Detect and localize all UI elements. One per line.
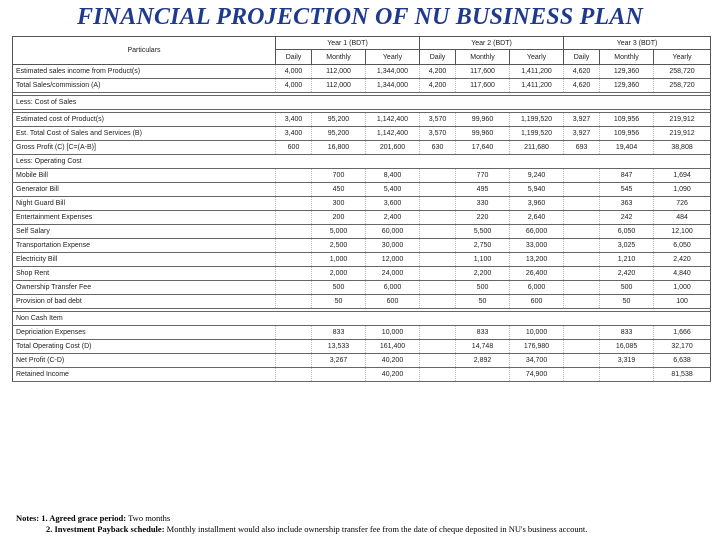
row-label: Estimated cost of Product(s) — [13, 113, 276, 127]
row-label: Self Salary — [13, 225, 276, 239]
note-1-label: 1. Agreed grace period: — [41, 513, 127, 523]
section-label: Non Cash Item — [13, 312, 711, 326]
value-cell — [420, 239, 456, 253]
value-cell: 176,980 — [510, 340, 564, 354]
note-2-text: Monthly installment would also include ownership transfer fee from the date of cheque deposited in NU's business account. — [166, 524, 588, 534]
value-cell: 4,620 — [564, 65, 600, 79]
value-cell — [276, 326, 312, 340]
value-cell: 242 — [600, 211, 654, 225]
value-cell — [276, 368, 312, 382]
value-cell: 2,892 — [456, 354, 510, 368]
value-cell: 112,000 — [312, 79, 366, 93]
table-row — [13, 113, 711, 127]
value-cell — [564, 169, 600, 183]
value-cell — [420, 169, 456, 183]
value-cell: 5,500 — [456, 225, 510, 239]
value-cell: 100 — [654, 295, 711, 309]
value-cell — [312, 368, 366, 382]
row-label: Shop Rent — [13, 267, 276, 281]
value-cell: 4,620 — [564, 79, 600, 93]
value-cell: 500 — [456, 281, 510, 295]
table-row — [13, 211, 711, 225]
value-cell: 1,344,000 — [366, 65, 420, 79]
value-cell: 600 — [366, 295, 420, 309]
value-cell: 1,000 — [654, 281, 711, 295]
table-row — [13, 267, 711, 281]
value-cell: 2,750 — [456, 239, 510, 253]
value-cell — [420, 340, 456, 354]
section-label: Less: Cost of Sales — [13, 96, 711, 110]
value-cell: 1,344,000 — [366, 79, 420, 93]
value-cell — [420, 267, 456, 281]
value-cell — [564, 225, 600, 239]
value-cell — [456, 368, 510, 382]
value-cell: 1,666 — [654, 326, 711, 340]
financial-projection-table — [12, 36, 711, 382]
table-row — [13, 183, 711, 197]
year-3-header: Year 3 (BDT) — [564, 37, 711, 50]
value-cell: 700 — [312, 169, 366, 183]
value-cell: 50 — [600, 295, 654, 309]
table-row — [13, 141, 711, 155]
value-cell: 258,720 — [654, 65, 711, 79]
value-cell: 500 — [312, 281, 366, 295]
value-cell: 726 — [654, 197, 711, 211]
value-cell: 14,748 — [456, 340, 510, 354]
value-cell: 26,400 — [510, 267, 564, 281]
yearly-header: Yearly — [510, 50, 564, 65]
value-cell: 30,000 — [366, 239, 420, 253]
value-cell — [420, 354, 456, 368]
table-row — [13, 79, 711, 93]
value-cell: 450 — [312, 183, 366, 197]
table-row — [13, 340, 711, 354]
value-cell — [276, 340, 312, 354]
value-cell: 66,000 — [510, 225, 564, 239]
row-label: Est. Total Cost of Sales and Services (B) — [13, 127, 276, 141]
value-cell: 129,360 — [600, 65, 654, 79]
value-cell: 50 — [456, 295, 510, 309]
row-label: Night Guard Bill — [13, 197, 276, 211]
value-cell: 220 — [456, 211, 510, 225]
value-cell: 81,538 — [654, 368, 711, 382]
table-row — [13, 127, 711, 141]
value-cell: 16,085 — [600, 340, 654, 354]
table-row — [13, 326, 711, 340]
yearly-header: Yearly — [366, 50, 420, 65]
value-cell — [420, 281, 456, 295]
value-cell: 10,000 — [510, 326, 564, 340]
value-cell — [420, 295, 456, 309]
value-cell: 4,000 — [276, 79, 312, 93]
value-cell: 12,100 — [654, 225, 711, 239]
value-cell — [564, 368, 600, 382]
note-1 — [16, 513, 587, 524]
value-cell: 8,400 — [366, 169, 420, 183]
value-cell — [420, 253, 456, 267]
value-cell — [276, 211, 312, 225]
value-cell: 300 — [312, 197, 366, 211]
note-2-label: 2. Investment Payback schedule: — [46, 524, 165, 534]
value-cell: 1,142,400 — [366, 113, 420, 127]
value-cell: 4,840 — [654, 267, 711, 281]
value-cell: 9,240 — [510, 169, 564, 183]
value-cell: 219,912 — [654, 127, 711, 141]
year-2-header: Year 2 (BDT) — [420, 37, 564, 50]
row-label: Ownership Transfer Fee — [13, 281, 276, 295]
value-cell — [276, 197, 312, 211]
value-cell: 600 — [510, 295, 564, 309]
value-cell: 1,411,200 — [510, 79, 564, 93]
value-cell: 500 — [600, 281, 654, 295]
value-cell — [564, 354, 600, 368]
value-cell: 2,500 — [312, 239, 366, 253]
table-row — [13, 169, 711, 183]
table-row — [13, 368, 711, 382]
value-cell: 363 — [600, 197, 654, 211]
year-1-header: Year 1 (BDT) — [276, 37, 420, 50]
value-cell: 693 — [564, 141, 600, 155]
monthly-header: Monthly — [312, 50, 366, 65]
value-cell — [276, 295, 312, 309]
value-cell — [564, 295, 600, 309]
row-label: Estimated sales income from Product(s) — [13, 65, 276, 79]
value-cell: 3,400 — [276, 113, 312, 127]
value-cell: 201,600 — [366, 141, 420, 155]
value-cell: 2,000 — [312, 267, 366, 281]
value-cell: 3,400 — [276, 127, 312, 141]
value-cell: 40,200 — [366, 368, 420, 382]
value-cell: 33,000 — [510, 239, 564, 253]
value-cell: 95,200 — [312, 113, 366, 127]
value-cell — [420, 183, 456, 197]
value-cell: 4,000 — [276, 65, 312, 79]
value-cell: 99,960 — [456, 127, 510, 141]
value-cell: 1,100 — [456, 253, 510, 267]
row-label: Provision of bad debt — [13, 295, 276, 309]
table-row — [13, 65, 711, 79]
value-cell: 5,000 — [312, 225, 366, 239]
row-label: Electricity Bill — [13, 253, 276, 267]
daily-header: Daily — [276, 50, 312, 65]
section-label: Less: Operating Cost — [13, 155, 711, 169]
value-cell: 109,956 — [600, 127, 654, 141]
value-cell: 770 — [456, 169, 510, 183]
value-cell: 2,200 — [456, 267, 510, 281]
value-cell: 5,940 — [510, 183, 564, 197]
yearly-header: Yearly — [654, 50, 711, 65]
value-cell: 112,000 — [312, 65, 366, 79]
value-cell: 1,199,520 — [510, 127, 564, 141]
page-title: FINANCIAL PROJECTION OF NU BUSINESS PLAN — [76, 4, 644, 30]
value-cell: 50 — [312, 295, 366, 309]
value-cell: 13,200 — [510, 253, 564, 267]
value-cell — [564, 281, 600, 295]
row-label: Total Operating Cost (D) — [13, 340, 276, 354]
value-cell: 38,808 — [654, 141, 711, 155]
note-1-text: Two months — [128, 513, 171, 523]
row-label: Total Sales/commission (A) — [13, 79, 276, 93]
value-cell — [600, 368, 654, 382]
value-cell — [420, 326, 456, 340]
value-cell: 10,000 — [366, 326, 420, 340]
row-label: Generator Bill — [13, 183, 276, 197]
value-cell: 129,360 — [600, 79, 654, 93]
value-cell — [564, 267, 600, 281]
value-cell: 600 — [276, 141, 312, 155]
value-cell: 1,210 — [600, 253, 654, 267]
value-cell: 4,200 — [420, 65, 456, 79]
notes-heading: Notes: — [16, 513, 40, 523]
value-cell: 74,900 — [510, 368, 564, 382]
value-cell: 161,400 — [366, 340, 420, 354]
monthly-header: Monthly — [600, 50, 654, 65]
row-label: Transportation Expense — [13, 239, 276, 253]
value-cell: 219,912 — [654, 113, 711, 127]
value-cell — [420, 368, 456, 382]
value-cell: 200 — [312, 211, 366, 225]
value-cell: 1,090 — [654, 183, 711, 197]
value-cell: 1,000 — [312, 253, 366, 267]
value-cell: 6,638 — [654, 354, 711, 368]
value-cell: 2,420 — [654, 253, 711, 267]
notes-block — [16, 513, 587, 535]
daily-header: Daily — [420, 50, 456, 65]
value-cell: 847 — [600, 169, 654, 183]
table-row — [13, 197, 711, 211]
value-cell: 3,570 — [420, 127, 456, 141]
value-cell — [276, 239, 312, 253]
value-cell — [420, 211, 456, 225]
value-cell: 495 — [456, 183, 510, 197]
value-cell: 5,400 — [366, 183, 420, 197]
value-cell: 258,720 — [654, 79, 711, 93]
section-row — [13, 96, 711, 110]
value-cell: 17,640 — [456, 141, 510, 155]
monthly-header: Monthly — [456, 50, 510, 65]
value-cell: 1,411,200 — [510, 65, 564, 79]
table-row — [13, 281, 711, 295]
value-cell: 19,404 — [600, 141, 654, 155]
value-cell — [276, 281, 312, 295]
daily-header: Daily — [564, 50, 600, 65]
value-cell: 833 — [600, 326, 654, 340]
year-header-row — [13, 37, 711, 50]
value-cell: 3,927 — [564, 113, 600, 127]
value-cell — [420, 197, 456, 211]
value-cell: 2,420 — [600, 267, 654, 281]
value-cell: 4,200 — [420, 79, 456, 93]
row-label: Net Profit (C-D) — [13, 354, 276, 368]
value-cell: 833 — [456, 326, 510, 340]
value-cell — [420, 225, 456, 239]
value-cell: 6,000 — [366, 281, 420, 295]
value-cell: 2,400 — [366, 211, 420, 225]
value-cell — [276, 225, 312, 239]
value-cell: 6,000 — [510, 281, 564, 295]
value-cell — [564, 253, 600, 267]
value-cell — [564, 183, 600, 197]
value-cell: 2,640 — [510, 211, 564, 225]
value-cell: 3,960 — [510, 197, 564, 211]
value-cell: 34,700 — [510, 354, 564, 368]
value-cell: 3,600 — [366, 197, 420, 211]
table-row — [13, 295, 711, 309]
value-cell: 1,142,400 — [366, 127, 420, 141]
section-row — [13, 312, 711, 326]
row-label: Entertainment Expenses — [13, 211, 276, 225]
value-cell — [276, 267, 312, 281]
table-row — [13, 253, 711, 267]
value-cell — [564, 211, 600, 225]
value-cell: 12,000 — [366, 253, 420, 267]
section-row — [13, 155, 711, 169]
value-cell: 833 — [312, 326, 366, 340]
row-label: Retained Income — [13, 368, 276, 382]
value-cell: 3,570 — [420, 113, 456, 127]
value-cell: 16,800 — [312, 141, 366, 155]
value-cell — [276, 183, 312, 197]
value-cell: 1,694 — [654, 169, 711, 183]
row-label: Mobile Bill — [13, 169, 276, 183]
value-cell — [564, 197, 600, 211]
value-cell: 1,199,520 — [510, 113, 564, 127]
value-cell: 545 — [600, 183, 654, 197]
value-cell — [564, 239, 600, 253]
value-cell: 484 — [654, 211, 711, 225]
value-cell: 32,170 — [654, 340, 711, 354]
value-cell: 6,050 — [654, 239, 711, 253]
value-cell: 13,533 — [312, 340, 366, 354]
table-row — [13, 225, 711, 239]
value-cell: 95,200 — [312, 127, 366, 141]
value-cell — [276, 354, 312, 368]
note-2 — [16, 524, 587, 535]
row-label: Depriciation Expenses — [13, 326, 276, 340]
value-cell: 330 — [456, 197, 510, 211]
value-cell: 6,050 — [600, 225, 654, 239]
value-cell: 630 — [420, 141, 456, 155]
value-cell: 117,600 — [456, 65, 510, 79]
value-cell: 3,927 — [564, 127, 600, 141]
value-cell — [276, 169, 312, 183]
value-cell: 24,000 — [366, 267, 420, 281]
row-label: Gross Profit (C) [C=(A-B)] — [13, 141, 276, 155]
value-cell: 3,025 — [600, 239, 654, 253]
value-cell: 3,267 — [312, 354, 366, 368]
value-cell: 60,000 — [366, 225, 420, 239]
table-body — [13, 65, 711, 382]
value-cell — [564, 326, 600, 340]
value-cell: 3,319 — [600, 354, 654, 368]
table-row — [13, 239, 711, 253]
table-row — [13, 354, 711, 368]
value-cell: 211,680 — [510, 141, 564, 155]
value-cell: 117,600 — [456, 79, 510, 93]
value-cell: 40,200 — [366, 354, 420, 368]
value-cell: 109,956 — [600, 113, 654, 127]
particulars-header: Particulars — [13, 37, 276, 65]
value-cell — [564, 340, 600, 354]
value-cell: 99,960 — [456, 113, 510, 127]
value-cell — [276, 253, 312, 267]
